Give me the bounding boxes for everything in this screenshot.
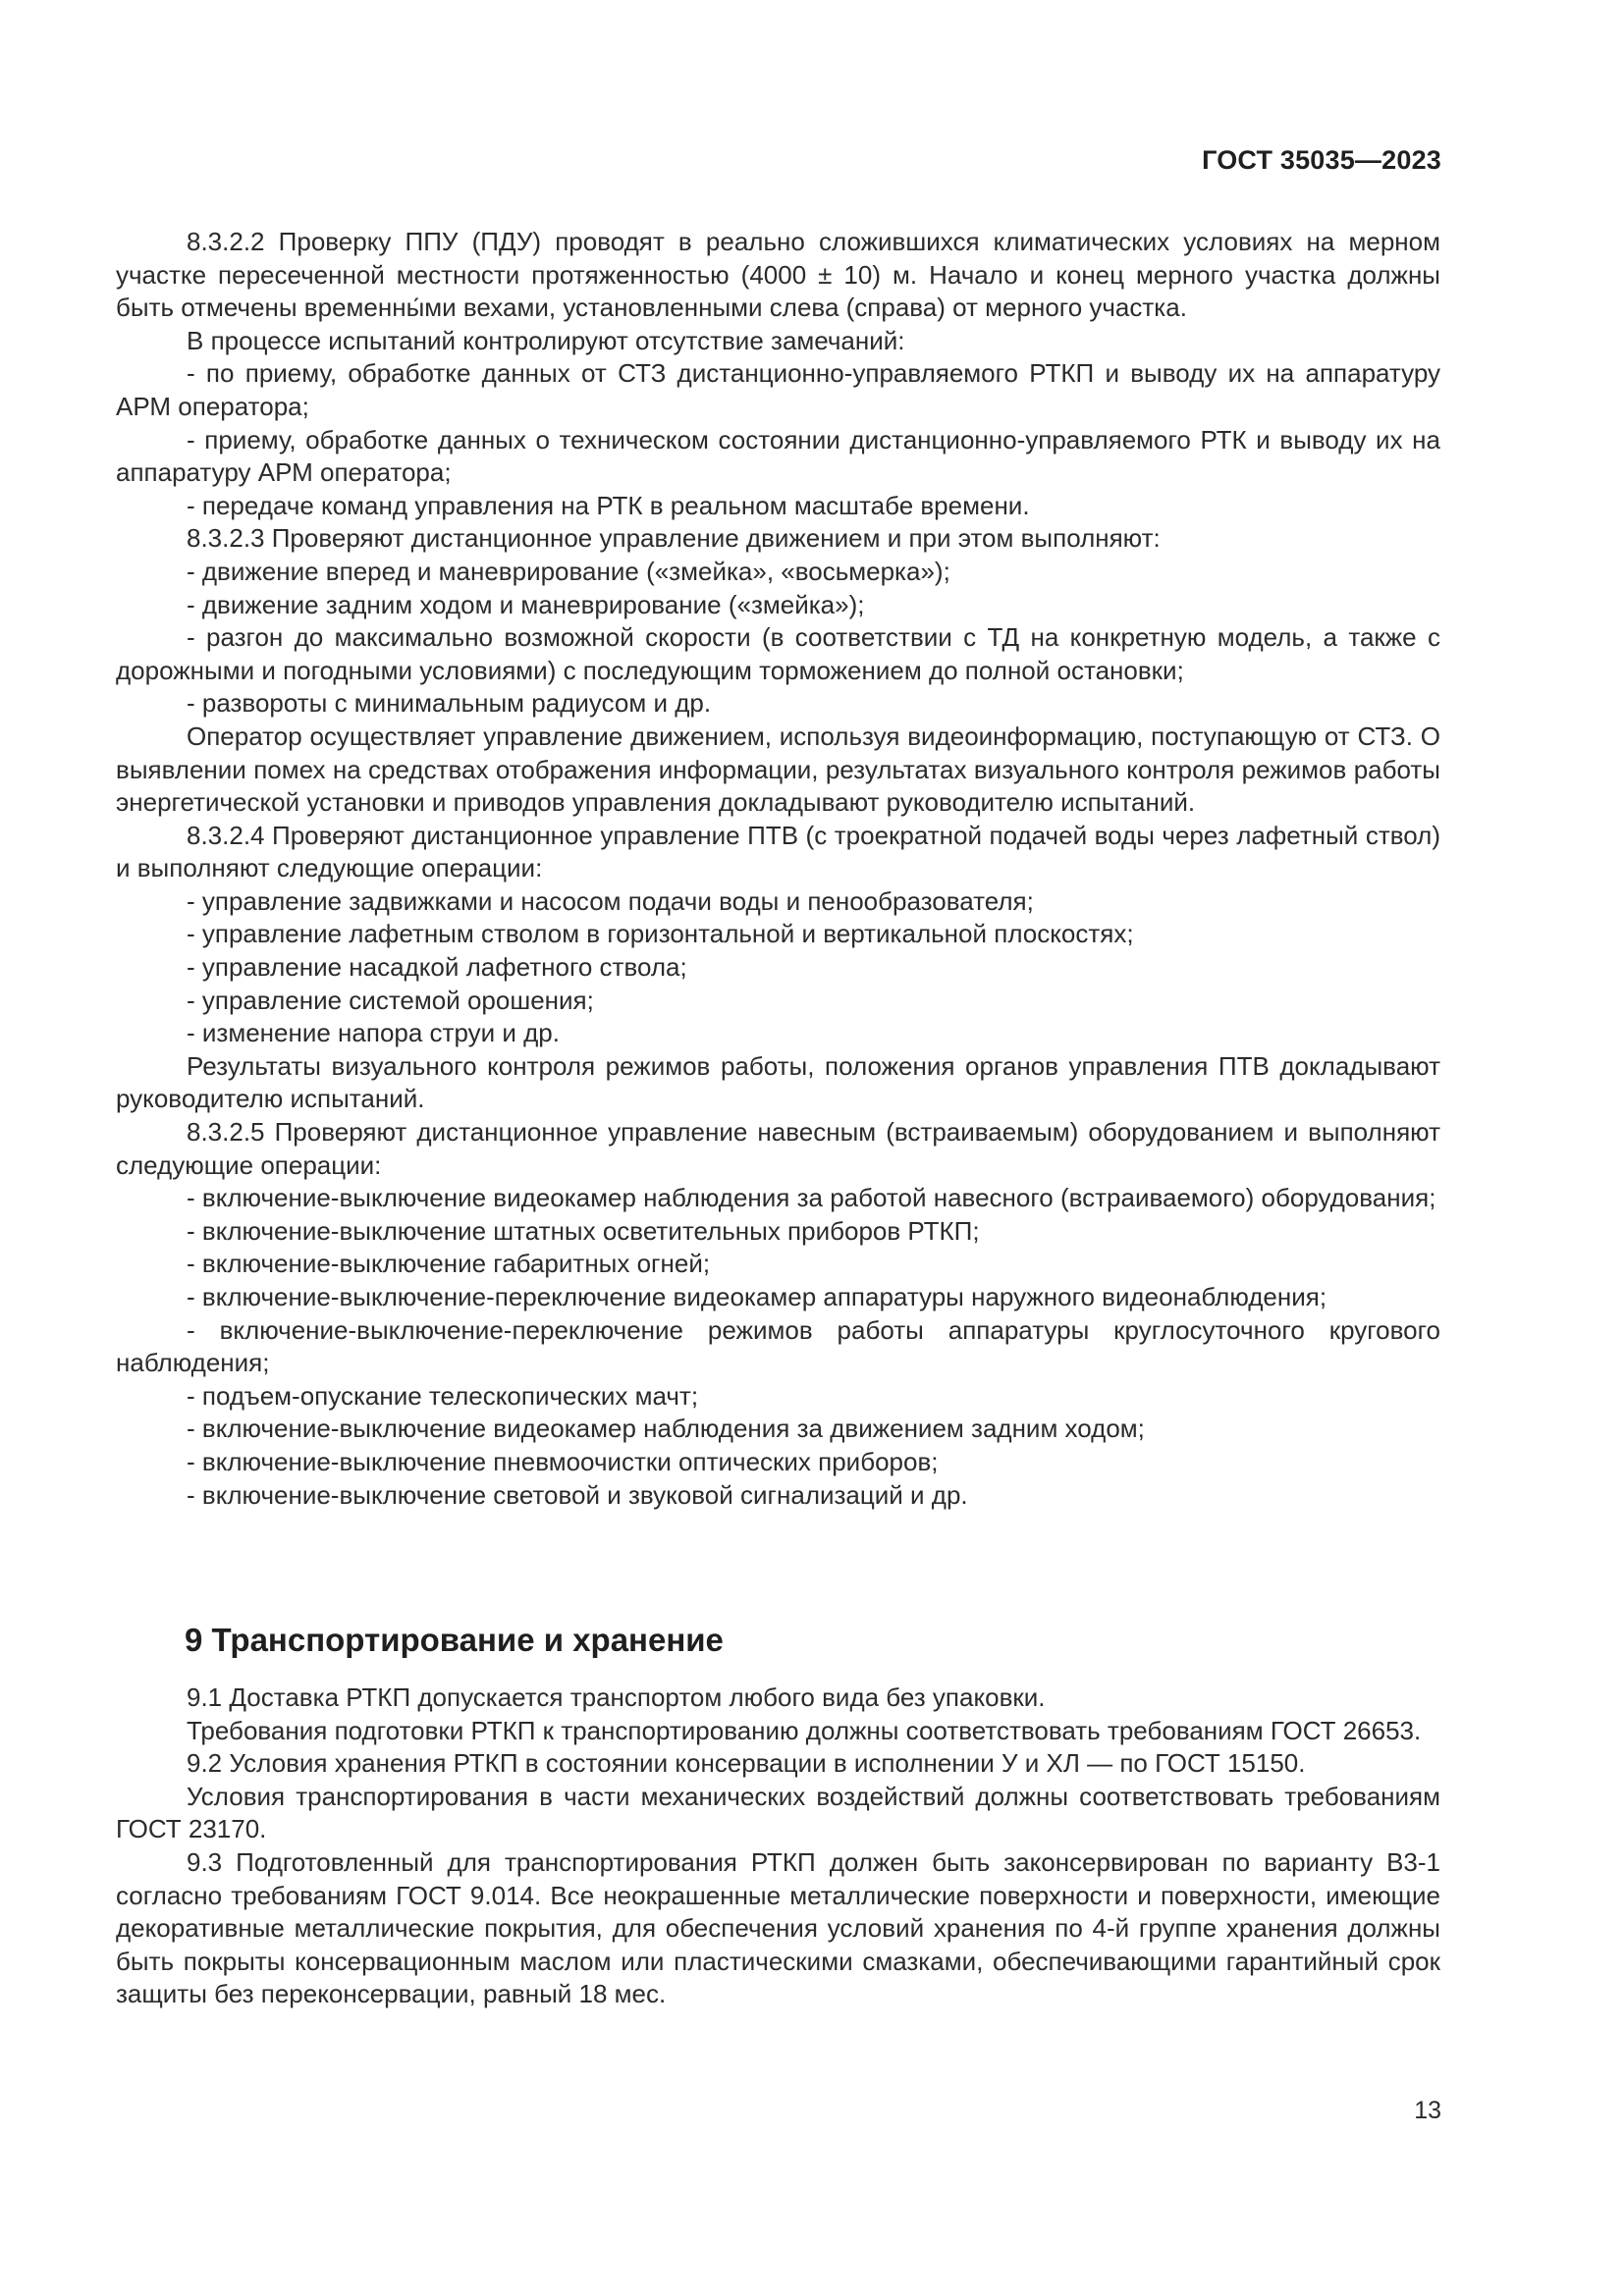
list-item: - движение задним ходом и маневрирование («змейка»);	[187, 589, 865, 619]
list-item: - изменение напора струи и др.	[187, 1018, 560, 1048]
list-item: - управление задвижками и насосом подачи воды и пенообразователя;	[187, 885, 1034, 916]
list-item: - по приему, обработке данных от СТЗ дистанционно-управляемого РТКП и выводу их на аппаратуру АРМ оператора;	[116, 358, 1440, 421]
list-item: - управление насадкой лафетного ствола;	[187, 952, 687, 983]
paragraph-operator: Оператор осуществляет управление движением, используя видеоинформацию, поступающую от СТЗ. О выявлении помех на средствах отображения информации, результатах визуального контроля режимов работы энергетической установки и приводов управления докладывают руководителю испытаний.	[116, 721, 1440, 818]
list-item: - включение-выключение габаритных огней;	[187, 1249, 711, 1279]
paragraph-9-2: 9.2 Условия хранения РТКП в состоянии консервации в исполнении У и ХЛ — по ГОСТ 15150.	[187, 1748, 1306, 1779]
list-item: - управление лафетным стволом в горизонтальной и вертикальной плоскостях;	[187, 919, 1134, 949]
paragraph-transport-requirements: Требования подготовки РТКП к транспортированию должны соответствовать требованиям ГОСТ 26653.	[187, 1715, 1422, 1745]
paragraph-8-3-2-4: 8.3.2.4 Проверяют дистанционное управление ПТВ (с троекратной подачей воды через лафетный ствол) и выполняют следующие операции:	[116, 820, 1440, 883]
list-item: - приему, обработке данных о техническом состоянии дистанционно-управляемого РТК и выводу их на аппаратуру АРМ оператора;	[116, 424, 1440, 488]
paragraph-results: Результаты визуального контроля режимов работы, положения органов управления ПТВ докладывают руководителю испытаний.	[116, 1050, 1440, 1114]
section-9-body	[116, 1682, 1440, 2011]
section-9-heading: 9 Транспортирование и хранение	[185, 1622, 724, 1658]
paragraph-8-3-2-2: 8.3.2.2 Проверку ППУ (ПДУ) проводят в реально сложившихся климатических условиях на мерном участке пересеченной местности протяженностью (4000 ± 10) м. Начало и конец мерного участка должны быть отмечены временны́ми вехами, установленными слева (справа) от мерного участка.	[116, 227, 1440, 323]
list-item: - включение-выключение пневмоочистки оптических приборов;	[187, 1446, 939, 1476]
paragraph-9-3: 9.3 Подготовленный для транспортирования РТКП должен быть законсервирован по варианту В3-1 согласно требованиям ГОСТ 9.014. Все неокрашенные металлические поверхности и поверхности, имеющие декоративные металлические покрытия, для обеспечения условий хранения по 4-й группе хранения должны быть покрыты консервационным маслом или пластическими смазками, обеспечивающими гарантийный срок защиты без переконсервации, равный 18 мес.	[116, 1846, 1440, 2009]
list-item: - подъем-опускание телескопических мачт;	[187, 1380, 699, 1411]
list-item: - передаче команд управления на РТК в реальном масштабе времени.	[187, 490, 1030, 520]
list-item: - включение-выключение видеокамер наблюдения за движением задним ходом;	[187, 1414, 1145, 1444]
list-item: - развороты с минимальным радиусом и др.	[187, 688, 712, 719]
list-item: - движение вперед и маневрирование («змейка», «восьмерка»);	[187, 556, 950, 586]
list-item: - включение-выключение-переключение режимов работы аппаратуры круглосуточного кругового наблюдения;	[116, 1314, 1440, 1378]
paragraph-8-3-2-3: 8.3.2.3 Проверяют дистанционное управление движением и при этом выполняют:	[187, 523, 1161, 554]
list-item: - разгон до максимально возможной скорости (в соответствии с ТД на конкретную модель, а также с дорожными и погодными условиями) с последующим торможением до полной остановки;	[116, 622, 1440, 685]
list-item: - включение-выключение штатных осветительных приборов РТКП;	[187, 1215, 980, 1246]
paragraph-8-3-2-5: 8.3.2.5 Проверяют дистанционное управление навесным (встраиваемым) оборудованием и выполняют следующие операции:	[116, 1117, 1440, 1180]
paragraph-9-1: 9.1 Доставка РТКП допускается транспортом любого вида без упаковки.	[187, 1682, 1046, 1712]
paragraph-mechanical-conditions: Условия транспортирования в части механических воздействий должны соответствовать требованиям ГОСТ 23170.	[116, 1781, 1440, 1844]
list-item: - включение-выключение-переключение видеокамер аппаратуры наружного видеонаблюдения;	[187, 1282, 1327, 1311]
list-item: - управление системой орошения;	[187, 985, 594, 1015]
document-code-header: ГОСТ 35035—2023	[1202, 145, 1441, 175]
paragraph-control-intro: В процессе испытаний контролируют отсутствие замечаний:	[187, 325, 905, 355]
list-item: - включение-выключение световой и звуковой сигнализаций и др.	[187, 1479, 968, 1510]
page-number: 13	[1414, 2097, 1441, 2124]
section-8-body	[116, 226, 1440, 1512]
list-item: - включение-выключение видеокамер наблюдения за работой навесного (встраиваемого) оборудования;	[187, 1183, 1436, 1213]
